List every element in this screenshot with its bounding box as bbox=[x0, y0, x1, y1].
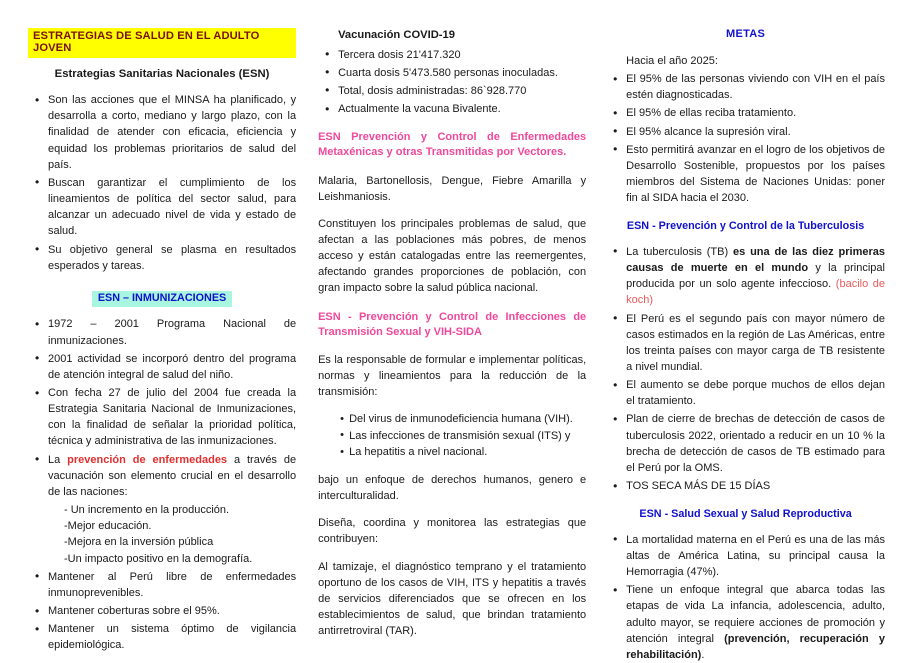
paragraph-responsable-formular: Es la responsable de formular e implementar políticas, normas y lineamientos para la reducción de la transmisión: bbox=[318, 353, 587, 399]
list-item-prevencion bbox=[28, 452, 296, 500]
list-metas bbox=[606, 71, 885, 206]
tb-prefix: La tuberculosis (TB) bbox=[626, 245, 733, 258]
ss-prefix: Tiene un enfoque integral que abarca todas las etapas de vida La infancia, adolescencia, adulto, adulto mayor, se requiere acciones de promoción y atención integral bbox=[626, 584, 885, 645]
prevencion-suffix: a través de vacunación son elemento crucial en el desarrollo de las naciones: bbox=[48, 453, 297, 498]
heading-esn-inmunizaciones: ESN – INMUNIZACIONES bbox=[92, 291, 232, 307]
tb-bold-emphasis: es una de las diez primeras causas de muerte en el mundo bbox=[626, 245, 885, 275]
list-item: • Su objetivo general se plasma en resultados esperados y tareas. bbox=[28, 242, 296, 274]
list-item: • TOS SECA MÁS DE 15 DÍAS bbox=[606, 478, 885, 494]
list-item: • Buscan garantizar el cumplimiento de los lineamientos de política del sector salud, para alcanzar un adecuado nivel de vida y estado de salud. bbox=[28, 175, 296, 240]
heading-esn-tuberculosis: ESN - Prevención y Control de la Tuberculosis bbox=[626, 220, 865, 233]
list-inmunizaciones-history bbox=[28, 316, 296, 500]
list-item: • Actualmente la vacuna Bivalente. bbox=[318, 101, 586, 117]
list-vacunacion-covid bbox=[318, 47, 586, 118]
list-item: • 2001 actividad se incorporó dentro del programa de atención integral de salud del niño. bbox=[28, 351, 296, 383]
heading-esn-vih-sida: ESN - Prevención y Control de Infecciones de Transmisión Sexual y VIH-SIDA bbox=[318, 310, 587, 338]
tb-middle: y la principal producida por un solo agente infeccioso. bbox=[626, 262, 885, 291]
list-tuberculosis bbox=[606, 244, 885, 494]
list-item: -Un impacto positivo en la demografía. bbox=[64, 552, 253, 565]
list-item: • Mantener un sistema óptimo de vigilancia epidemiológica. bbox=[28, 621, 296, 653]
list-item: • El 95% de las personas viviendo con VIH en el país estén diagnosticadas. bbox=[606, 71, 885, 103]
list-item: • La mortalidad materna en el Perú es una de las más altas de América Latina, su principal causa la Hemorragia (47%). bbox=[606, 532, 885, 580]
list-inmunizaciones-goals bbox=[28, 569, 296, 654]
list-item: • El Perú es el segundo país con mayor número de casos estimados en la región de Las Américas, entre los treinta países con mayor carga de TB resistente a nivel mundial. bbox=[606, 311, 885, 376]
document-title-wrapper bbox=[28, 28, 296, 58]
list-item: • Plan de cierre de brechas de detección de casos de tuberculosis 2022, orientado a reducir en un 10 % la brecha de detección de casos de TB estimado para el Perú por la OMS. bbox=[606, 411, 885, 476]
list-item: • El 95% alcance la supresión viral. bbox=[606, 124, 885, 140]
list-esn-definitions bbox=[28, 92, 296, 274]
paragraph-enfoque-derechos: bajo un enfoque de derechos humanos, genero e interculturalidad. bbox=[318, 473, 587, 503]
list-item: • Tercera dosis 21'417.320 bbox=[318, 47, 586, 63]
page-title: ESTRATEGIAS DE SALUD EN EL ADULTO JOVEN bbox=[28, 28, 296, 58]
ss-bold-emphasis: (prevención, recuperación y rehabilitación) bbox=[626, 632, 885, 661]
tb-bacilo-note: (bacilo de koch) bbox=[626, 278, 886, 307]
paragraph-disena-coordina: Diseña, coordina y monitorea las estrategias que contribuyen: bbox=[318, 517, 587, 546]
list-item: -Mejor educación. bbox=[64, 520, 152, 533]
ss-suffix: . bbox=[701, 648, 705, 661]
list-item: • La hepatitis a nivel nacional. bbox=[340, 444, 586, 461]
list-item: • 1972 – 2001 Programa Nacional de inmunizaciones. bbox=[28, 316, 296, 348]
list-item: • Del virus de inmunodeficiencia humana (VIH). bbox=[340, 411, 586, 428]
prevencion-emphasis: prevención de enfermedades bbox=[67, 453, 228, 466]
list-transmision-items bbox=[318, 411, 586, 461]
list-item-tb-definition bbox=[606, 244, 885, 309]
prevencion-prefix: La bbox=[48, 453, 68, 466]
heading-vacunacion-covid: Vacunación COVID-19 bbox=[338, 29, 455, 41]
list-item: • Mantener al Perú libre de enfermedades inmunoprevenibles. bbox=[28, 569, 296, 601]
metas-lead-line: Hacia el año 2025: bbox=[626, 55, 718, 67]
list-prevencion-sub-items bbox=[28, 502, 296, 567]
list-item: - Un incremento en la producción. bbox=[64, 504, 230, 517]
section-subtitle-esn: Estrategias Sanitarias Nacionales (ESN) bbox=[54, 67, 270, 80]
column-right bbox=[598, 28, 891, 661]
list-item: • Con fecha 27 de julio del 2004 fue creada la Estrategia Sanitaria Nacional de Inmunizaciones, con la finalidad de señalar la prioridad política, técnica y administrativa de las inmunizaciones. bbox=[28, 385, 296, 450]
heading-metas: METAS bbox=[725, 28, 766, 40]
list-item: • Esto permitirá avanzar en el logro de los objetivos de Desarrollo Sostenible, propuestos por los países miembros del Sistema de Naciones Unidas: poner fin al SIDA hacia el 2030. bbox=[606, 142, 885, 207]
paragraph-enfermedades-metaxenicas: Malaria, Bartonellosis, Dengue, Fiebre Amarilla y Leishmaniosis. bbox=[318, 174, 587, 203]
heading-esn-metaxenicas: ESN Prevención y Control de Enfermedades Metaxénicas y otras Transmitidas por Vectores. bbox=[318, 131, 587, 159]
list-item: -Mejora en la inversión pública bbox=[64, 536, 214, 549]
heading-inmunizaciones-wrapper bbox=[28, 288, 296, 307]
list-item-enfoque-integral bbox=[606, 582, 885, 663]
column-left bbox=[14, 28, 306, 652]
list-item: • El aumento se debe porque muchos de ellos dejan el tratamiento. bbox=[606, 377, 885, 409]
column-middle bbox=[306, 28, 598, 638]
paragraph-tamizaje: Al tamizaje, el diagnóstico temprano y el tratamiento oportuno de los casos de VIH, ITS y hepatitis a través de servicios diferenciados que se ofrecen en los establecimientos de salud, que brindan tratamiento antirretroviral (TAR). bbox=[318, 560, 587, 638]
list-item: • Cuarta dosis 5'473.580 personas inoculadas. bbox=[318, 65, 586, 81]
list-item: • Mantener coberturas sobre el 95%. bbox=[28, 603, 296, 619]
list-item: • Las infecciones de transmisión sexual (ITS) y bbox=[340, 428, 586, 445]
list-item: • El 95% de ellas reciba tratamiento. bbox=[606, 105, 885, 121]
paragraph-constituyen-problemas: Constituyen los principales problemas de salud, que afectan a las poblaciones más pobres, de menos acceso y están catalogadas entre las reemergentes, afectando grandes proporciones de población, con gran impacto sobre la salud pública nacional. bbox=[318, 217, 587, 295]
list-item: • Total, dosis administradas: 86`928.770 bbox=[318, 83, 586, 99]
list-salud-sexual bbox=[606, 532, 885, 663]
heading-esn-salud-sexual: ESN - Salud Sexual y Salud Reproductiva bbox=[639, 508, 852, 521]
list-item: • Son las acciones que el MINSA ha planificado, y desarrolla a corto, mediano y largo plazo, con la finalidad de atender con eficacia, eficiencia y equidad los problemas prioritarios de salud del país. bbox=[28, 92, 296, 173]
